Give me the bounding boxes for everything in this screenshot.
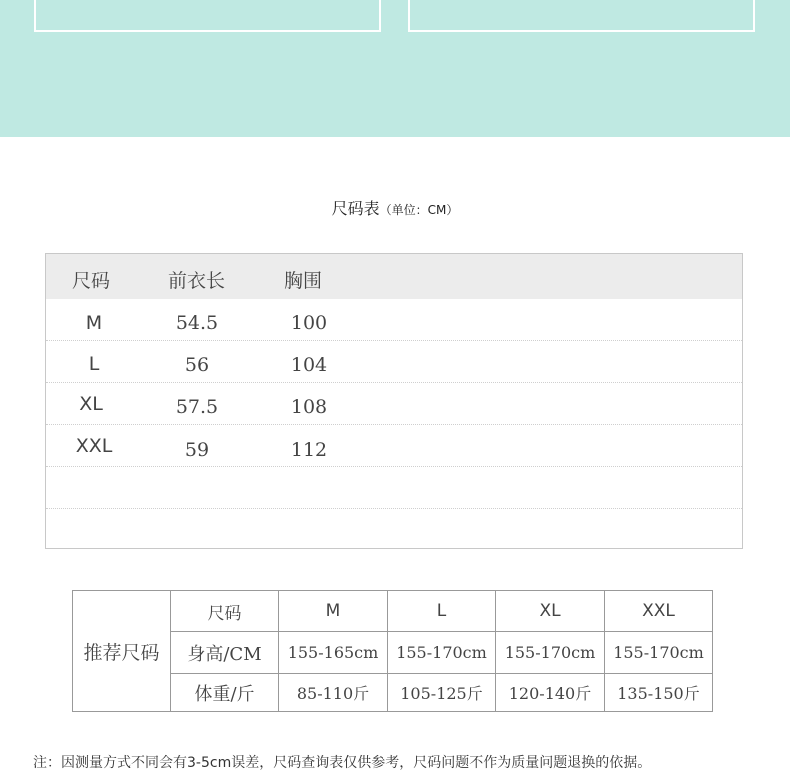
rec-weight-m: 85-110斤 [279, 674, 388, 712]
rec-header-xxl: XXL [605, 591, 713, 632]
size-chart-title-text: 尺码表 [331, 199, 380, 218]
recommend-size-table [72, 590, 713, 712]
rec-header-l: L [388, 591, 496, 632]
cell-size: XXL [75, 435, 113, 457]
cell-length: 54.5 [175, 312, 219, 334]
size-chart-header-row [46, 254, 742, 299]
cell-size: M [85, 312, 103, 334]
rec-height-label: 身高/CM [171, 632, 279, 674]
banner-frame-left [34, 0, 381, 32]
cell-size: XL [79, 393, 103, 415]
top-banner [0, 0, 790, 137]
banner-frame-right [408, 0, 755, 32]
rec-weight-xxl: 135-150斤 [605, 674, 713, 712]
header-chest: 胸围 [284, 270, 323, 292]
rec-height-l: 155-170cm [388, 632, 496, 674]
table-row [46, 383, 742, 425]
cell-length: 56 [184, 354, 210, 376]
size-chart-table [45, 253, 743, 549]
rec-height-xl: 155-170cm [496, 632, 605, 674]
rec-weight-label: 体重/斤 [171, 674, 279, 712]
table-row [46, 299, 742, 341]
rec-header-xl: XL [496, 591, 605, 632]
rec-weight-xl: 120-140斤 [496, 674, 605, 712]
cell-chest: 108 [290, 396, 328, 418]
cell-chest: 104 [290, 354, 328, 376]
table-row [46, 341, 742, 383]
table-row-empty [46, 467, 742, 509]
header-size: 尺码 [72, 270, 111, 292]
rec-height-xxl: 155-170cm [605, 632, 713, 674]
header-length: 前衣长 [168, 270, 226, 292]
recommend-label: 推荐尺码 [73, 591, 171, 712]
table-row [46, 425, 742, 467]
size-chart-unit: （单位：CM） [379, 203, 459, 217]
rec-weight-l: 105-125斤 [388, 674, 496, 712]
cell-size: L [88, 353, 100, 375]
cell-length: 59 [184, 439, 210, 461]
cell-chest: 112 [290, 439, 328, 461]
cell-chest: 100 [290, 312, 328, 334]
table-row-empty [46, 509, 742, 548]
size-chart-title [0, 196, 790, 219]
rec-header-size: 尺码 [171, 591, 279, 632]
disclaimer-note: 注：因测量方式不同会有3-5cm误差，尺码查询表仅供参考，尺码问题不作为质量问题退换的依据。 [33, 755, 652, 771]
rec-header-m: M [279, 591, 388, 632]
rec-height-m: 155-165cm [279, 632, 388, 674]
cell-length: 57.5 [175, 396, 219, 418]
